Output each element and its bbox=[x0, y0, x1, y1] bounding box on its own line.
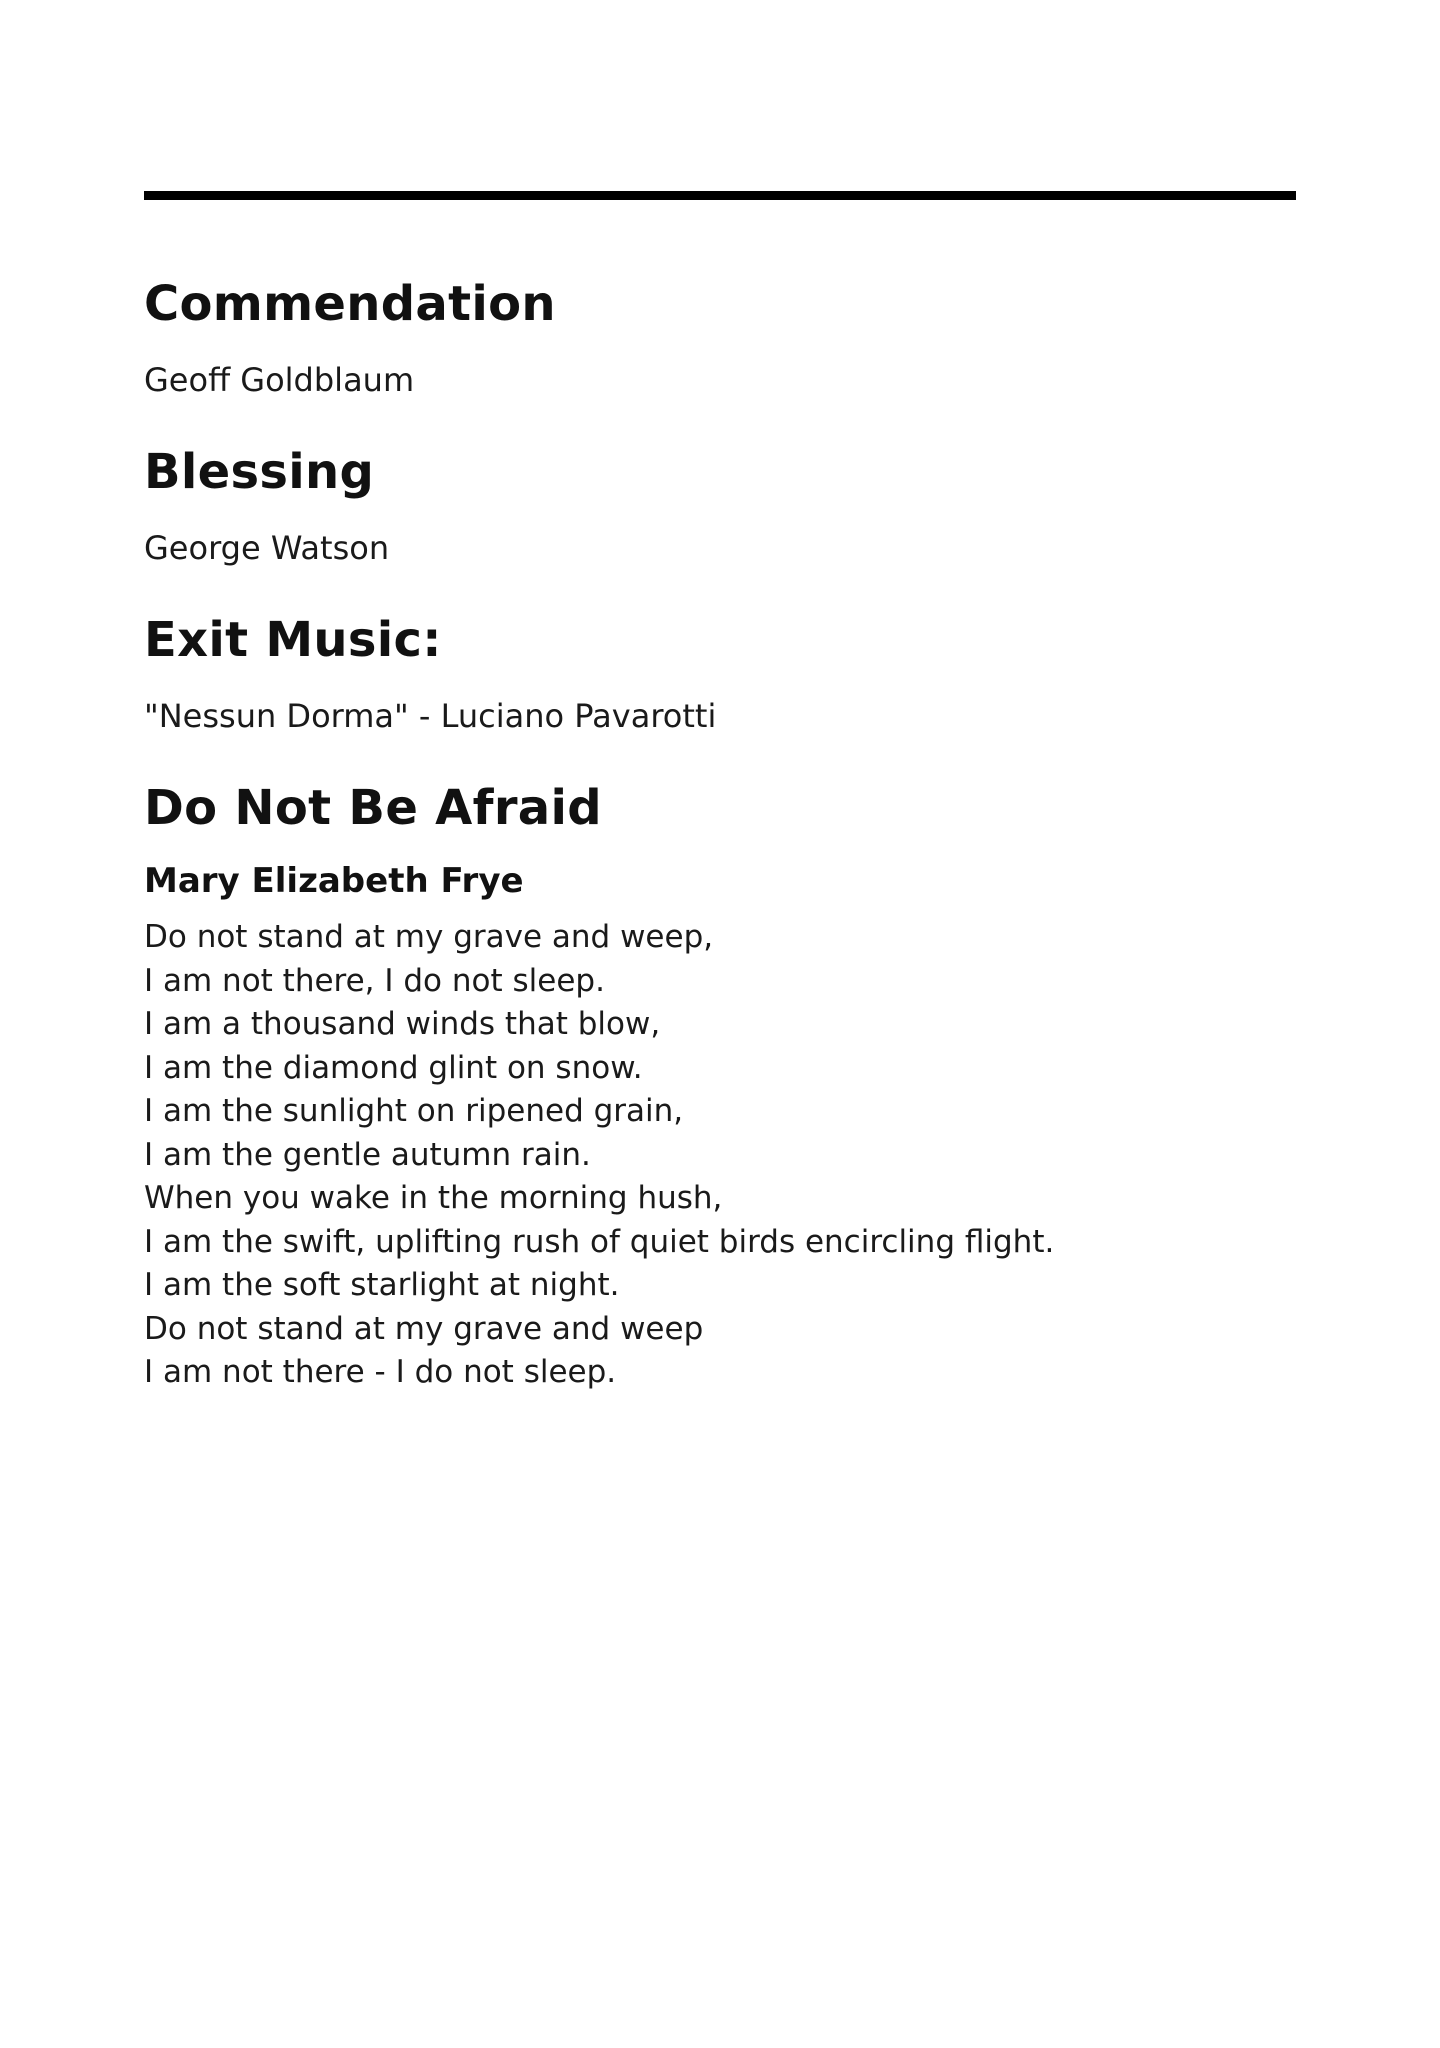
poem-line: Do not stand at my grave and weep, bbox=[144, 919, 714, 955]
poem-line: I am the diamond glint on snow. bbox=[144, 1049, 643, 1086]
poem-line: I am the swift, uplifting rush of quiet birds encircling flight. bbox=[144, 1223, 1055, 1260]
exit-music-piece: "Nessun Dorma" - Luciano Pavarotti bbox=[144, 697, 717, 735]
poem-line: I am not there, I do not sleep. bbox=[144, 962, 605, 999]
poem-line: I am a thousand winds that blow, bbox=[144, 1006, 661, 1042]
poem-line: Do not stand at my grave and weep bbox=[144, 1310, 704, 1347]
poem-line: I am the soft starlight at night. bbox=[144, 1267, 620, 1303]
poem-line: I am the gentle autumn rain. bbox=[144, 1136, 591, 1173]
poem-line: I am not there - I do not sleep. bbox=[144, 1354, 617, 1390]
poem-line: When you wake in the morning hush, bbox=[144, 1180, 723, 1216]
poem-line: I am the sunlight on ripened grain, bbox=[144, 1093, 684, 1129]
poem-body bbox=[144, 916, 1296, 1395]
top-divider-rule bbox=[144, 191, 1296, 200]
commendation-heading: Commendation bbox=[144, 276, 556, 332]
commendation-officiant: Geoff Goldblaum bbox=[144, 361, 415, 399]
poem-title: Do Not Be Afraid bbox=[144, 780, 602, 836]
poem-author: Mary Elizabeth Frye bbox=[144, 861, 524, 901]
blessing-officiant: George Watson bbox=[144, 529, 390, 567]
order-of-service-content bbox=[144, 272, 1296, 1395]
exit-music-heading: Exit Music: bbox=[144, 612, 442, 668]
blessing-heading: Blessing bbox=[144, 444, 375, 500]
